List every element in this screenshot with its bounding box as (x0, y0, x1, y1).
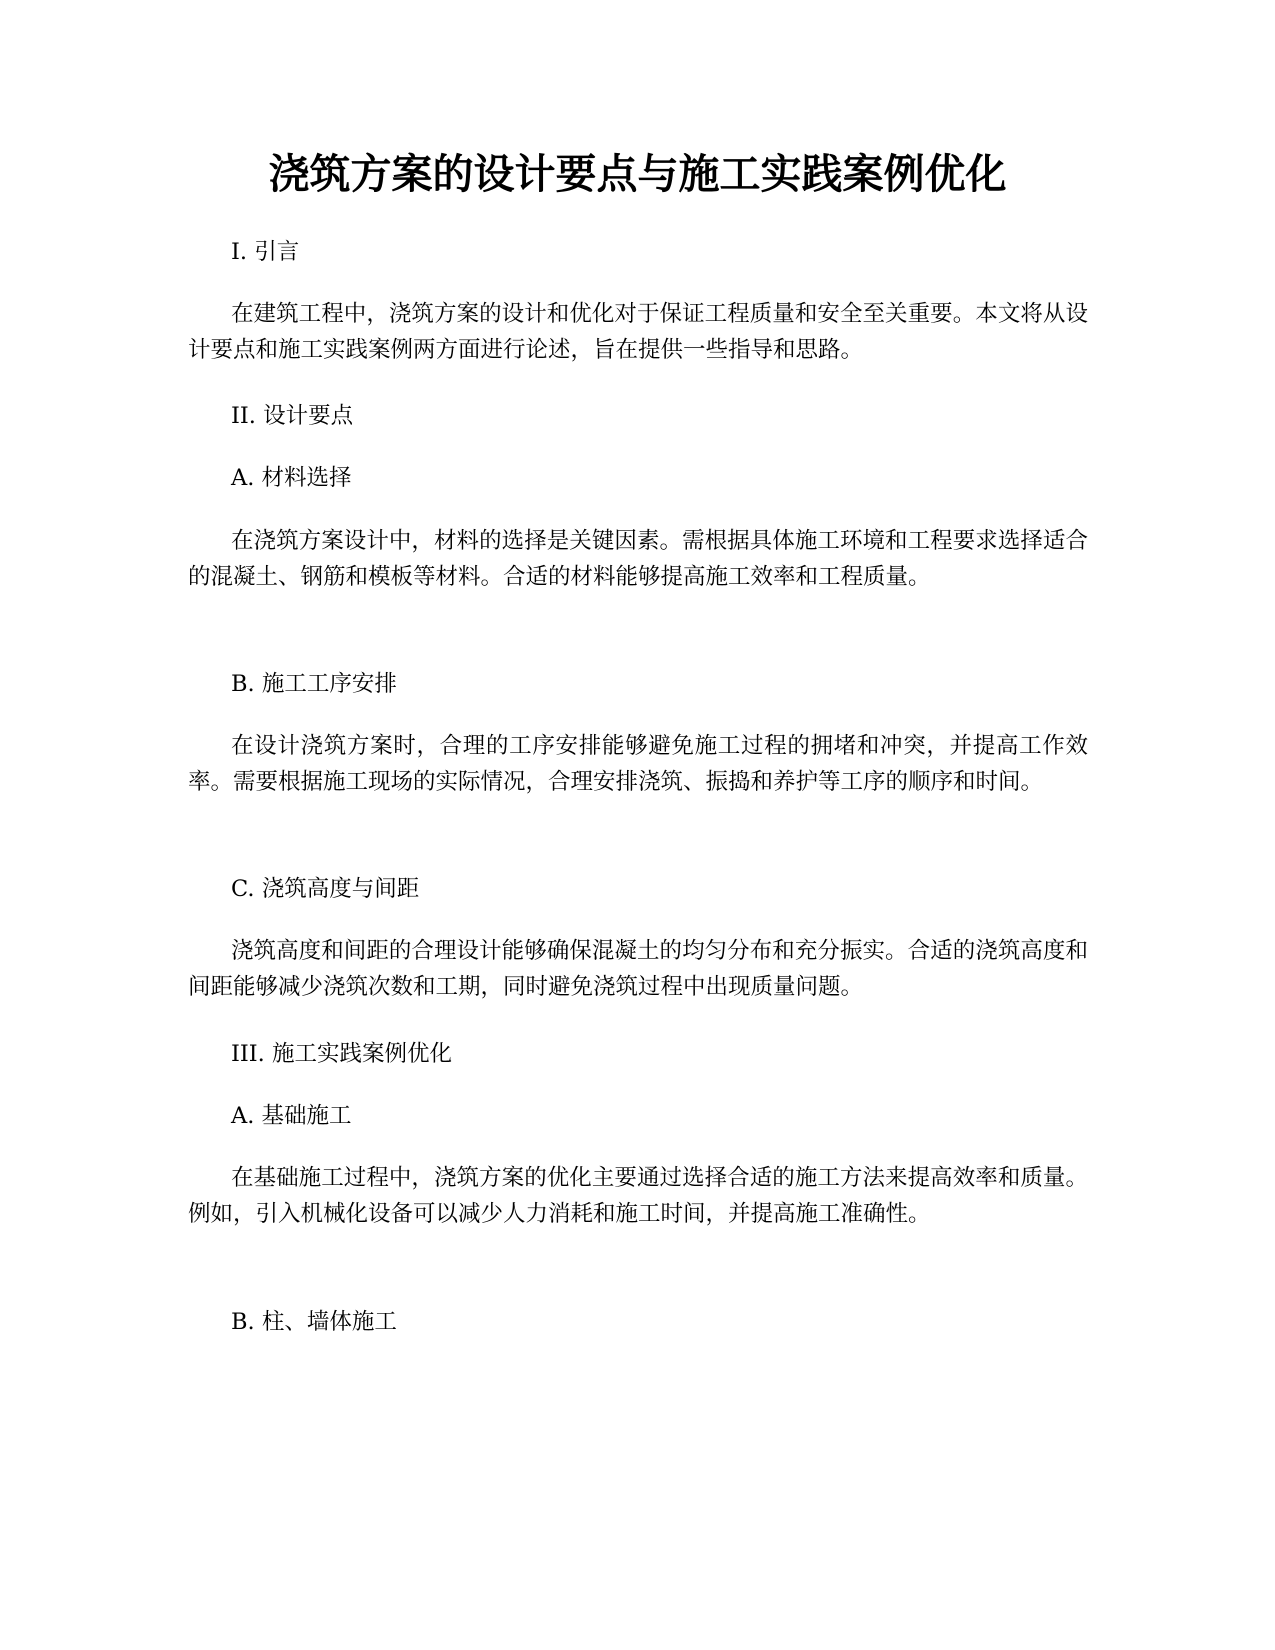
section-heading-design-points: II. 设计要点 (231, 403, 354, 429)
subsection-heading-process-arrangement: B. 施工工序安排 (231, 671, 397, 697)
subsection-heading-foundation: A. 基础施工 (231, 1103, 352, 1129)
paragraph-material-selection: 在浇筑方案设计中，材料的选择是关键因素。需根据具体施工环境和工程要求选择适合的混凝土、钢筋和模板等材料。合适的材料能够提高施工效率和工程质量。 (188, 528, 1088, 590)
section-heading-introduction: I. 引言 (231, 239, 300, 265)
paragraph-introduction: 在建筑工程中，浇筑方案的设计和优化对于保证工程质量和安全至关重要。本文将从设计要点和施工实践案例两方面进行论述，旨在提供一些指导和思路。 (188, 301, 1088, 363)
subsection-heading-pour-height-spacing: C. 浇筑高度与间距 (231, 876, 420, 902)
document-title: 浇筑方案的设计要点与施工实践案例优化 (268, 150, 1007, 198)
subsection-heading-material-selection: A. 材料选择 (231, 465, 352, 491)
paragraph-process-arrangement: 在设计浇筑方案时，合理的工序安排能够避免施工过程的拥堵和冲突，并提高工作效率。需要根据施工现场的实际情况，合理安排浇筑、振捣和养护等工序的顺序和时间。 (188, 733, 1088, 795)
paragraph-foundation: 在基础施工过程中，浇筑方案的优化主要通过选择合适的施工方法来提高效率和质量。例如，引入机械化设备可以减少人力消耗和施工时间，并提高施工准确性。 (188, 1165, 1088, 1227)
paragraph-pour-height-spacing: 浇筑高度和间距的合理设计能够确保混凝土的均匀分布和充分振实。合适的浇筑高度和间距能够减少浇筑次数和工期，同时避免浇筑过程中出现质量问题。 (188, 938, 1088, 1000)
subsection-heading-column-wall: B. 柱、墙体施工 (231, 1309, 397, 1335)
section-heading-case-optimization: III. 施工实践案例优化 (231, 1041, 452, 1067)
